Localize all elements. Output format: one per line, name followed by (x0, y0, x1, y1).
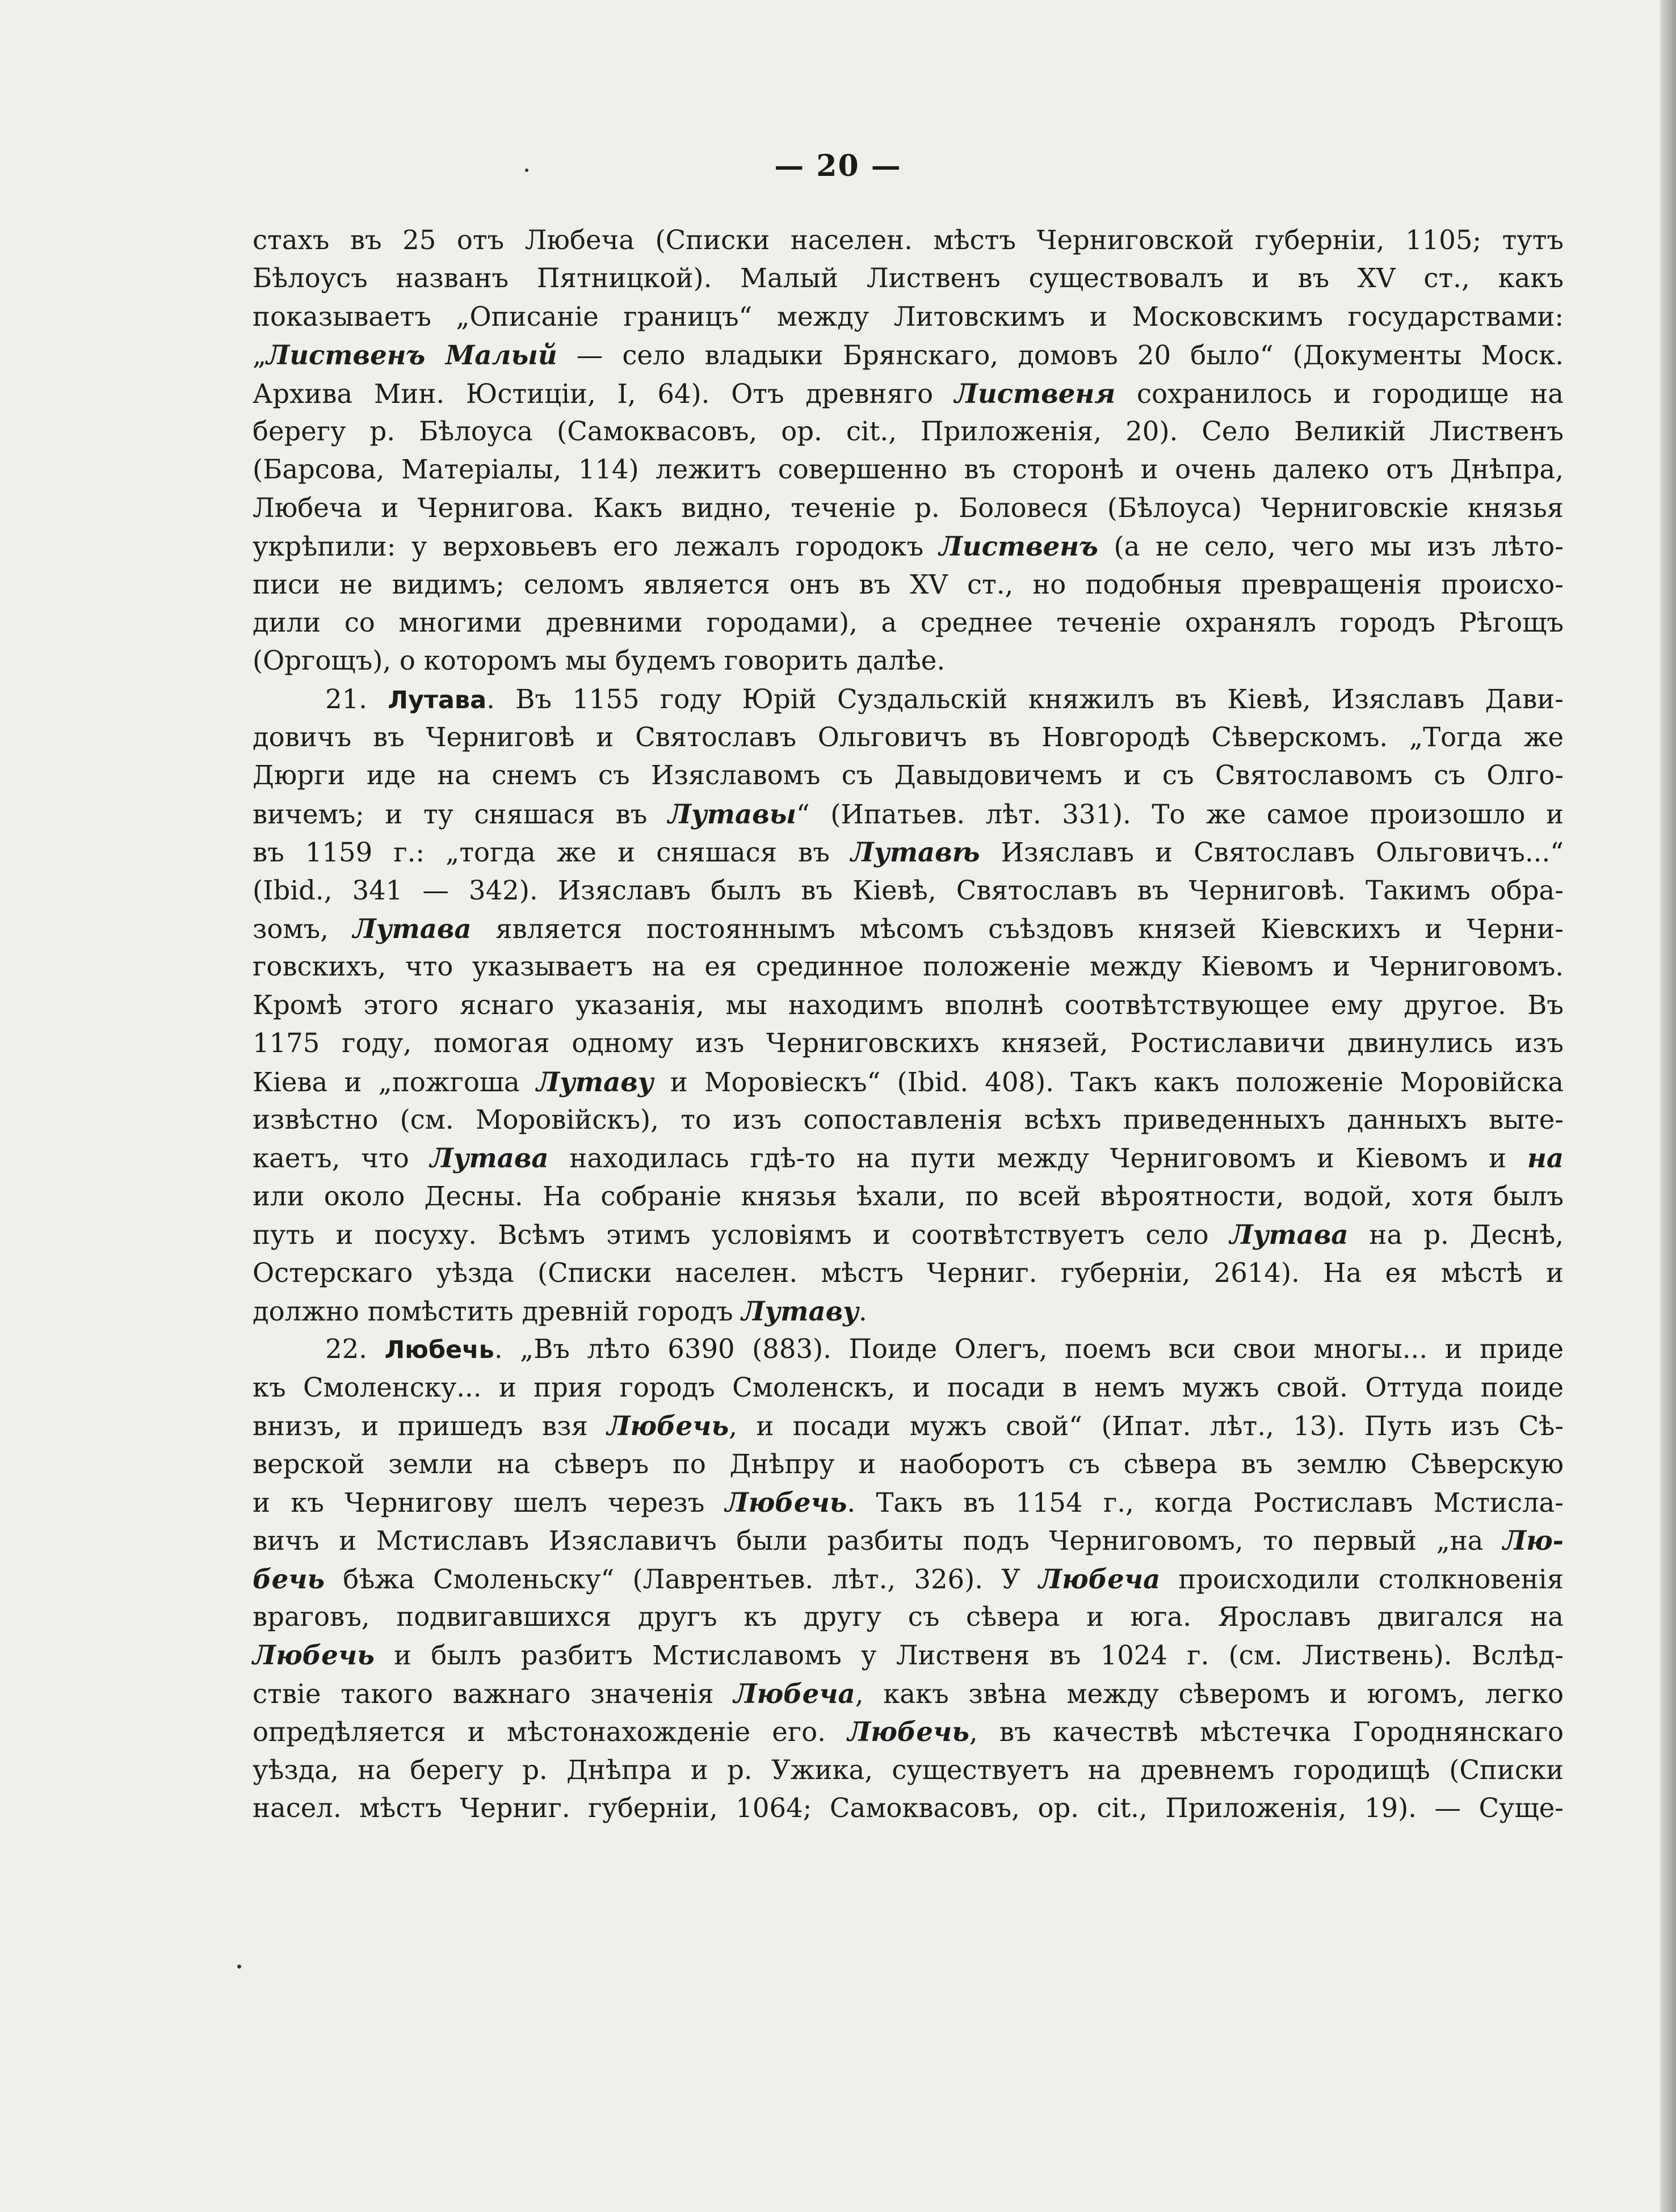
text-run: , въ качествѣ мѣстечка Городнянскаго (969, 1717, 1564, 1748)
text-run: къ Смоленску... и прия городъ Смоленскъ, и посади в немъ мужъ свой. Оттуда поиде (253, 1372, 1564, 1403)
text-run: . Въ 1155 году Юрій Суздальскій княжилъ въ Кіевѣ, Изяславъ Дави- (486, 683, 1564, 714)
text-run: берегу р. Бѣлоуса (Самоквасовъ, op. cit., Приложенія, 20). Село Великій Лиственъ (253, 415, 1564, 447)
italic-place-name: Лиственъ (939, 531, 1098, 562)
text-run: Архива Мин. Юстиціи, I, 64). Отъ древняго (253, 378, 955, 409)
text-run: Любеча и Чернигова. Какъ видно, теченіе р. Боловеся (Бѣлоуса) Черниговскіе князья (253, 492, 1564, 523)
text-run: или около Десны. На собраніе князья ѣхали, по всей вѣроятности, водой, хотя былъ (253, 1180, 1564, 1212)
text-line (253, 1178, 1564, 1216)
text-run: . Такъ въ 1154 г., когда Ростиславъ Мстисла- (847, 1487, 1564, 1518)
text-line (253, 1445, 1564, 1483)
text-line (253, 1751, 1564, 1789)
text-line (253, 1063, 1564, 1101)
text-run: Кіева и „пожгоша (253, 1066, 536, 1097)
text-line (253, 756, 1564, 794)
text-line (253, 1598, 1564, 1636)
italic-place-name: Лутава (352, 913, 472, 945)
text-run: , и посади мужъ свой“ (Ипат. лѣт., 13). Путь изъ Сѣ- (729, 1411, 1564, 1442)
italic-place-name: Любеча (733, 1677, 855, 1709)
text-line (253, 795, 1564, 833)
text-line (253, 375, 1564, 413)
italic-place-name: Любечь (253, 1639, 375, 1671)
italic-place-name: Лутава (1229, 1219, 1349, 1251)
text-line (253, 1139, 1564, 1177)
text-line (253, 1024, 1564, 1062)
italic-place-name: Лутаву (536, 1066, 654, 1097)
text-line (253, 986, 1564, 1024)
text-line (253, 1216, 1564, 1254)
text-line (253, 413, 1564, 451)
text-line (253, 948, 1564, 986)
text-line (253, 718, 1564, 756)
italic-place-name: Лутава (430, 1142, 549, 1174)
text-run: уѣзда, на берегу р. Днѣпра и р. Ужика, существуетъ на древнемъ городищѣ (Списки (253, 1754, 1564, 1785)
text-line (253, 259, 1564, 297)
italic-place-name: Лю- (1503, 1525, 1564, 1557)
text-run: должно помѣстить древній городъ (253, 1296, 742, 1327)
text-line (253, 1483, 1564, 1521)
text-run: говскихъ, что указываетъ на ея срединное положеніе между Кіевомъ и Черниговомъ. (253, 951, 1564, 982)
text-run: и былъ разбитъ Мстиславомъ у Лиственя въ 1024 г. (см. Листвень). Вслѣд- (374, 1640, 1564, 1671)
italic-place-name: Лутавѣ (850, 836, 980, 868)
text-run: Кромѣ этого яснаго указанія, мы находимъ вполнѣ соотвѣтствующее ему другое. Въ (253, 989, 1564, 1020)
text-run: зомъ, (253, 914, 353, 945)
text-run: Бѣлоусъ названъ Пятницкой). Малый Лиственъ существовалъ и въ XV ст., какъ (253, 263, 1564, 294)
italic-place-name: на (1527, 1142, 1564, 1174)
italic-place-name: Лиственя (954, 377, 1116, 409)
text-run: на р. Деснѣ, (1348, 1219, 1564, 1251)
print-speck (525, 169, 528, 172)
italic-place-name: Любечь (725, 1486, 847, 1518)
italic-place-name: Лиственъ Малый (266, 339, 557, 371)
text-run: враговъ, подвигавшихся другъ къ другу съ сѣвера и юга. Ярославъ двигался на (253, 1601, 1564, 1633)
text-run: довичъ въ Черниговѣ и Святославъ Ольговичъ въ Новгородѣ Сѣверскомъ. „Тогда же (253, 722, 1564, 753)
section-title: Лутава (388, 686, 487, 714)
text-run: “ (Ипатьев. лѣт. 331). То же самое произошло и (796, 798, 1564, 830)
text-run: стахъ въ 25 отъ Любеча (Списки населен. мѣстъ Черниговской губерніи, 1105; тутъ (253, 225, 1564, 255)
text-line (253, 604, 1564, 642)
body-text (253, 221, 1564, 1827)
print-speck (237, 1965, 241, 1969)
text-line (253, 642, 1564, 680)
text-run: насел. мѣстъ Черниг. губерніи, 1064; Самоквасовъ, op. cit., Приложенія, 19). — Суще- (253, 1793, 1564, 1824)
text-run: (а не село, чего мы изъ лѣто- (1098, 531, 1564, 562)
text-run: Изяславъ и Святославъ Ольговичъ...“ (980, 837, 1564, 868)
text-run: . „Въ лѣто 6390 (883). Поиде Олегъ, поемъ вси свои многы... и приде (494, 1334, 1564, 1365)
italic-place-name: Лутаву (741, 1295, 859, 1327)
text-line (253, 1101, 1564, 1139)
text-run: укрѣпили: у верховьевъ его лежалъ городокъ (253, 531, 939, 562)
text-run: верской земли на сѣверъ по Днѣпру и наоборотъ съ сѣвера въ землю Сѣверскую (253, 1448, 1564, 1479)
text-run: каетъ, что (253, 1143, 430, 1174)
text-run: 21. (325, 683, 388, 714)
text-run: и Моровіескъ“ (Ibid. 408). Такъ какъ положеніе Моровійска (653, 1066, 1564, 1097)
text-line (253, 1369, 1564, 1407)
text-run: 22. (325, 1334, 385, 1365)
text-run: — село владыки Брянскаго, домовъ 20 было“ (Документы Моск. (557, 340, 1564, 371)
text-line (253, 1713, 1564, 1751)
text-line (253, 833, 1564, 871)
text-line (253, 680, 1564, 718)
text-line (253, 1521, 1564, 1559)
text-run: и къ Чернигову шелъ черезъ (253, 1487, 725, 1518)
text-run: показываетъ „Описаніе границъ“ между Литовскимъ и Московскимъ государствами: (253, 301, 1564, 332)
text-line (253, 1675, 1564, 1713)
italic-place-name: Любечь (847, 1716, 969, 1748)
text-run: 1175 году, помогая одному изъ Черниговскихъ князей, Ростиславичи двинулись изъ (253, 1028, 1564, 1059)
text-line (253, 221, 1564, 259)
text-line (253, 1407, 1564, 1445)
text-line (253, 1636, 1564, 1674)
text-run: Дюрги иде на снемъ съ Изяславомъ съ Давыдовичемъ и съ Святославомъ съ Олго- (253, 760, 1564, 791)
text-run: Остерскаго уѣзда (Списки населен. мѣстъ Черниг. губерніи, 2614). На ея мѣстѣ и (253, 1257, 1564, 1288)
text-run: путь и посуху. Всѣмъ этимъ условіямъ и соотвѣтствуетъ село (253, 1219, 1230, 1251)
text-run: сохранилось и городище на (1115, 378, 1564, 409)
text-run: писи не видимъ; селомъ является онъ въ XV ст., но подобныя превращенія происхо- (253, 569, 1564, 600)
text-run: является постояннымъ мѣсомъ съѣздовъ князей Кіевскихъ и Черни- (471, 914, 1564, 945)
text-run: (Барсова, Матеріалы, 114) лежитъ совершенно въ сторонѣ и очень далеко отъ Днѣпра, (253, 454, 1564, 485)
text-run: внизъ, и пришедъ взя (253, 1411, 607, 1442)
text-run: опредѣляется и мѣстонахожденіе его. (253, 1717, 848, 1748)
text-run: (Оргощъ), о которомъ мы будемъ говорить далѣе. (253, 645, 946, 676)
text-line (253, 527, 1564, 565)
text-run: . (858, 1296, 867, 1327)
italic-place-name: бечь (253, 1563, 325, 1595)
section-title: Любечь (384, 1336, 494, 1365)
text-run: (Ibid., 341 — 342). Изяславъ былъ въ Кіевѣ, Святославъ въ Черниговѣ. Такимъ обра- (253, 874, 1564, 906)
text-line (253, 1254, 1564, 1292)
text-run: находилась гдѣ-то на пути между Черниговомъ и Кіевомъ и (548, 1143, 1527, 1174)
text-run: происходили столкновенія (1160, 1563, 1564, 1595)
text-line (253, 336, 1564, 374)
text-line (253, 872, 1564, 910)
text-run: извѣстно (см. Моровійскъ), то изъ сопоставленія всѣхъ приведенныхъ данныхъ выте- (253, 1104, 1564, 1135)
text-run: вичъ и Мстиславъ Изяславичъ были разбиты подъ Черниговомъ, то первый „на (253, 1525, 1503, 1557)
text-line (253, 489, 1564, 527)
page-number: — 20 — (774, 149, 902, 183)
italic-place-name: Лутавы (667, 798, 796, 830)
italic-place-name: Любечь (607, 1410, 729, 1442)
text-line (253, 451, 1564, 489)
italic-place-name: Любеча (1039, 1563, 1161, 1595)
text-run: въ 1159 г.: „тогда же и сняшася въ (253, 837, 851, 868)
text-run: ствіе такого важнаго значенія (253, 1678, 734, 1709)
text-line (253, 1330, 1564, 1368)
text-line (253, 1789, 1564, 1827)
text-line (253, 298, 1564, 336)
text-line (253, 1560, 1564, 1598)
text-run: вичемъ; и ту сняшася въ (253, 798, 668, 830)
text-run: дили со многими древними городами), а среднее теченіе охранялъ городъ Рѣгощъ (253, 607, 1564, 638)
text-run: бѣжа Смоленьску“ (Лаврентьев. лѣт., 326). У (325, 1563, 1039, 1595)
text-run: , какъ звѣна между сѣверомъ и югомъ, легко (855, 1678, 1564, 1709)
text-line (253, 1292, 1564, 1330)
text-line (253, 566, 1564, 604)
page-edge-shadow (1660, 0, 1676, 2212)
text-line (253, 910, 1564, 948)
text-run: „ (253, 340, 267, 371)
